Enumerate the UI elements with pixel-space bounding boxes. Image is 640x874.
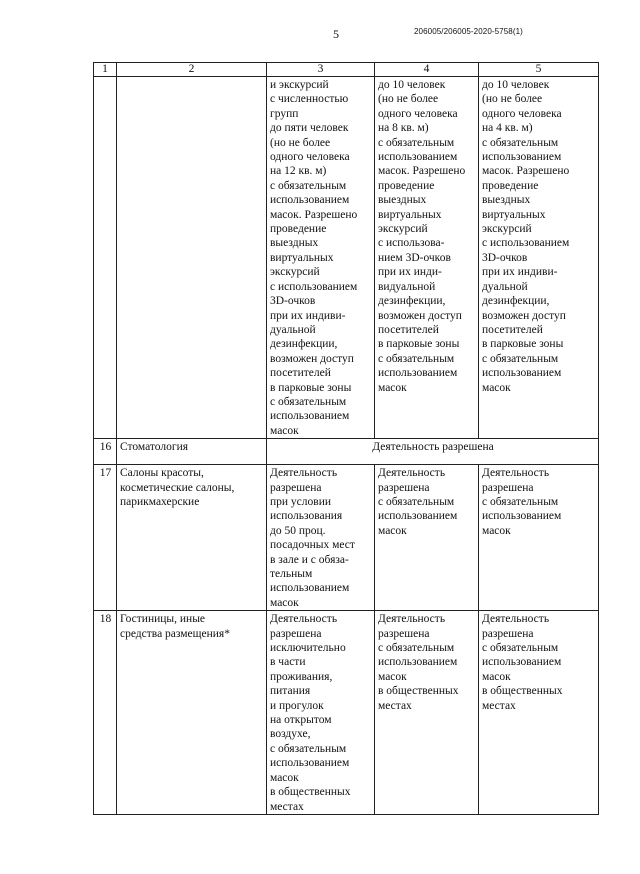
condition-cell: до 10 человек (но не более одного человека на 4 кв. м) с обязательным использованием масок. Разрешено проведение выездных виртуальных экскурсий с использованием 3D-очков при их индиви- дуальной дезинфекции, возможен доступ посетителей в парковые зоны с обязательным использованием масок bbox=[479, 77, 599, 439]
table-row bbox=[94, 439, 599, 465]
condition-cell: до 10 человек (но не более одного человека на 8 кв. м) с обязательным использованием масок. Разрешено проведение выездных виртуальных экскурсий с использова- нием 3D-очков при их инди- видуальной дезинфекции, возможен доступ посетителей в парковые зоны с обязательным использованием масок bbox=[375, 77, 479, 439]
condition-cell: Деятельность разрешена исключительно в части проживания, питания и прогулок на открытом воздухе, с обязательным использованием масок в общественных местах bbox=[267, 611, 375, 815]
page-number: 5 bbox=[333, 27, 339, 41]
column-header: 2 bbox=[117, 63, 267, 77]
condition-cell: Деятельность разрешена с обязательным использованием масок bbox=[479, 465, 599, 611]
table-row bbox=[94, 465, 599, 611]
column-header: 1 bbox=[94, 63, 117, 77]
column-header: 5 bbox=[479, 63, 599, 77]
column-header: 4 bbox=[375, 63, 479, 77]
condition-cell: Деятельность разрешена с обязательным использованием масок в общественных местах bbox=[479, 611, 599, 815]
activity-name: Стоматология bbox=[117, 439, 267, 465]
row-number bbox=[94, 77, 117, 439]
activity-name: Салоны красоты, косметические салоны, парикмахерские bbox=[117, 465, 267, 611]
table-header-row bbox=[94, 63, 599, 77]
document-code: 206005/206005-2020-5758(1) bbox=[414, 27, 523, 36]
activity-name bbox=[117, 77, 267, 439]
column-header: 3 bbox=[267, 63, 375, 77]
condition-cell: и экскурсий с численностью групп до пяти человек (но не более одного человека на 12 кв. м) с обязательным использованием масок. Разрешено проведение выездных виртуальных экскурсий с использованием 3D-очков при их индиви- дуальной дезинфекции, возможен доступ посетителей в парковые зоны с обязательным использованием масок bbox=[267, 77, 375, 439]
condition-cell: Деятельность разрешена при условии использования до 50 проц. посадочных мест в зале и с обяза- тельным использованием масок bbox=[267, 465, 375, 611]
row-number: 16 bbox=[94, 439, 117, 465]
activity-name: Гостиницы, иные средства размещения* bbox=[117, 611, 267, 815]
row-number: 18 bbox=[94, 611, 117, 815]
table-row bbox=[94, 611, 599, 815]
regulations-table bbox=[93, 62, 599, 815]
merged-condition-cell: Деятельность разрешена bbox=[267, 439, 599, 465]
table-row bbox=[94, 77, 599, 439]
condition-cell: Деятельность разрешена с обязательным использованием масок в общественных местах bbox=[375, 611, 479, 815]
row-number: 17 bbox=[94, 465, 117, 611]
condition-cell: Деятельность разрешена с обязательным использованием масок bbox=[375, 465, 479, 611]
